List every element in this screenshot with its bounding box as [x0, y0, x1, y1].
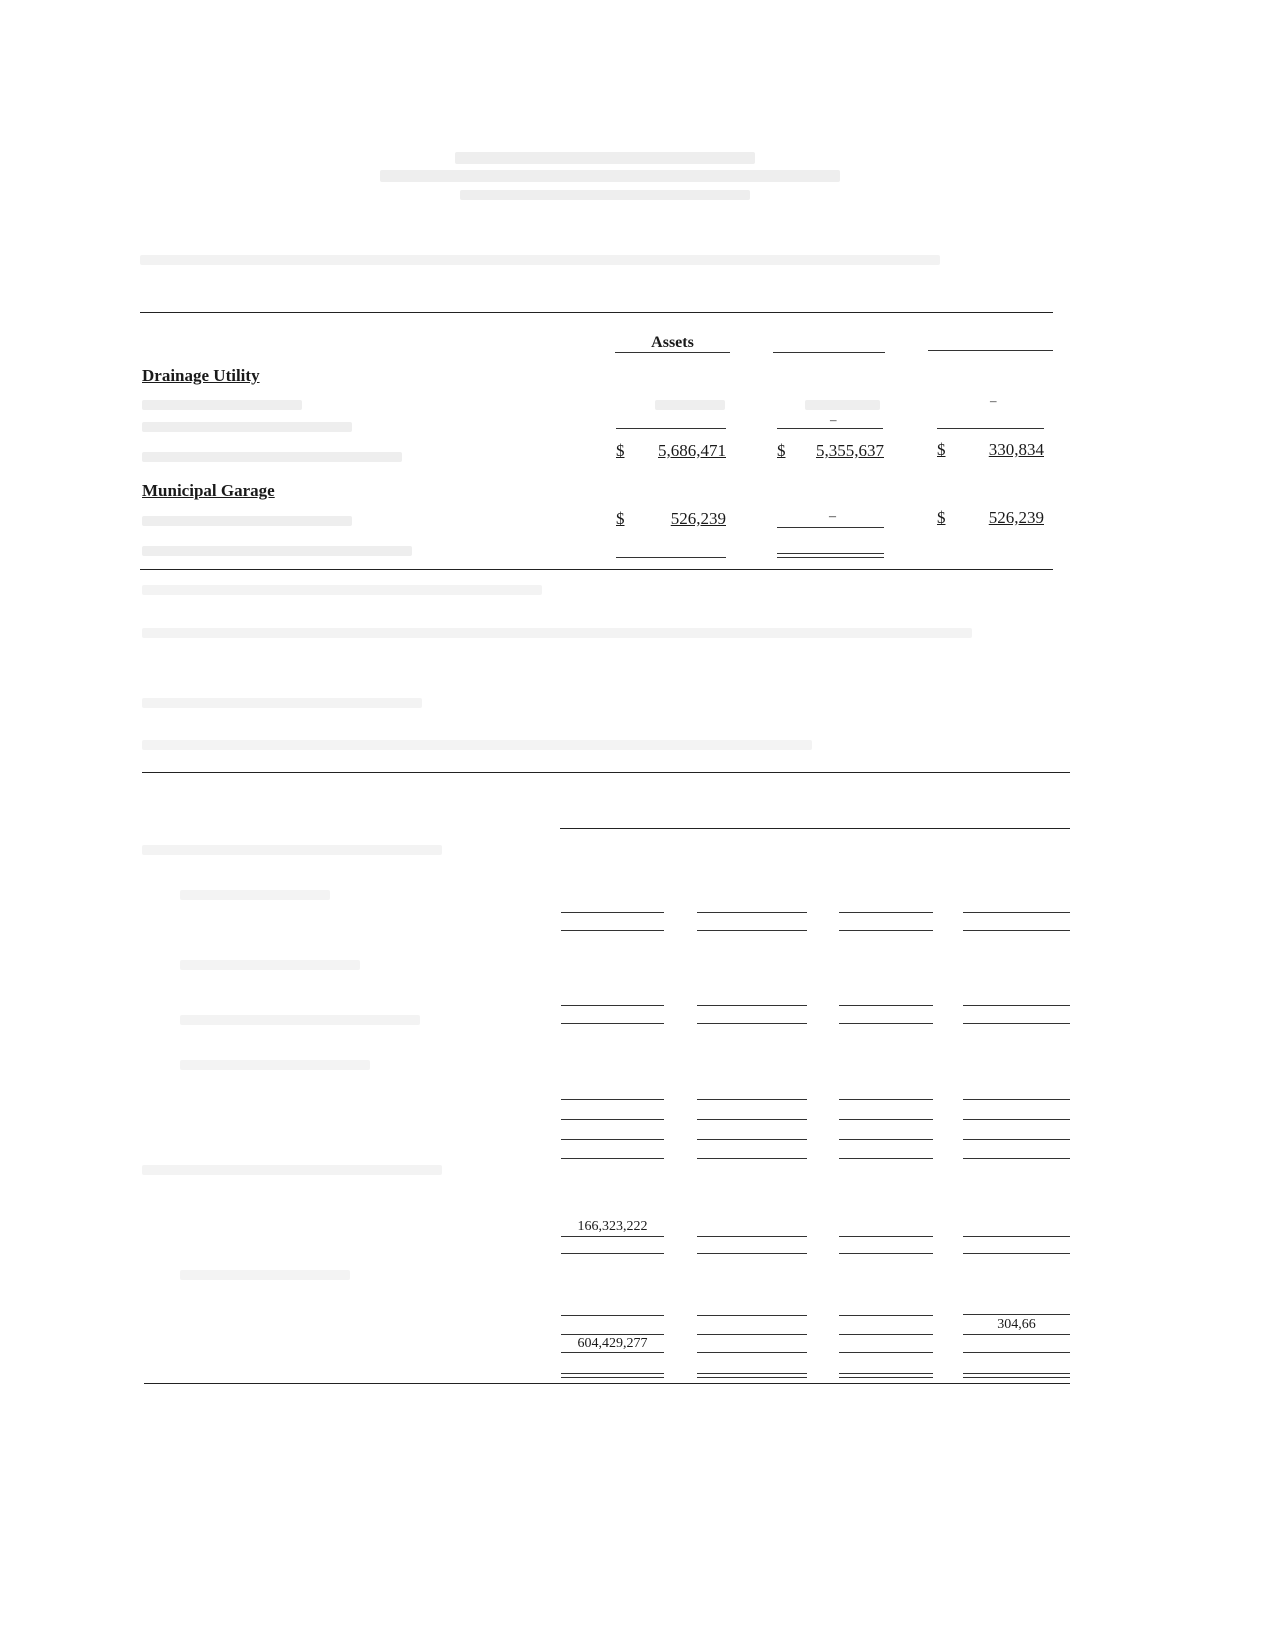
drainage-utility-heading: Drainage Utility [142, 366, 260, 385]
drainage-total-assets [616, 441, 726, 461]
table2-rule [963, 1119, 1070, 1120]
table2-rule [561, 1315, 664, 1316]
table2-total-double-rule [697, 1377, 807, 1378]
drainage-subtotal-rule [777, 428, 883, 429]
table2-rule [697, 1158, 807, 1159]
table2-rule [839, 1023, 933, 1024]
garage-total-rule [616, 557, 726, 558]
table2-value-a: 166,323,222 [577, 1219, 648, 1234]
table2-total-double-rule [561, 1373, 664, 1374]
currency-sign: $ [616, 509, 625, 528]
table2-rule [839, 1099, 933, 1100]
table2-header-rule [560, 828, 1070, 829]
table2-total-double-rule [963, 1377, 1070, 1378]
drainage-subtotal-rule [616, 428, 726, 429]
table2-rule [561, 912, 664, 913]
faded-note-line [142, 740, 812, 750]
faded-row-label [142, 422, 352, 432]
table1-top-rule [140, 312, 1053, 313]
faded-row-label [180, 960, 360, 970]
drainage-subtotal-rule [937, 428, 1044, 429]
table2-total-double-rule [561, 1377, 664, 1378]
table2-rule [697, 1119, 807, 1120]
table2-rule [963, 930, 1070, 931]
table2-rule [963, 1334, 1070, 1335]
table2-rule [561, 1119, 664, 1120]
table1-bottom-rule [140, 569, 1053, 570]
table2-rule [839, 1253, 933, 1254]
table2-rule [963, 1314, 1070, 1315]
drainage-column3-dash: – [990, 393, 997, 408]
table2-rule [839, 1119, 933, 1120]
table2-rule [963, 1158, 1070, 1159]
currency-sign: $ [937, 508, 946, 527]
amount-value: 526,239 [670, 509, 726, 528]
faded-row-label [180, 890, 330, 900]
table2-rule [561, 1236, 664, 1237]
garage-value-assets [616, 509, 726, 529]
assets-header-underline [615, 352, 730, 353]
table2-rule [561, 1158, 664, 1159]
garage-total-double-rule [777, 553, 884, 554]
table2-rule [839, 1158, 933, 1159]
table2-rule [839, 1139, 933, 1140]
faded-note-line [142, 585, 542, 595]
drainage-total-column3 [937, 440, 1044, 460]
faded-title-line-1 [455, 152, 755, 164]
table2-bottom-rule [144, 1383, 1070, 1384]
table2-top-rule [142, 772, 1070, 773]
faded-intro-line [140, 255, 940, 265]
table2-rule [963, 1005, 1070, 1006]
faded-cell [805, 400, 880, 410]
table2-rule [561, 930, 664, 931]
table2-rule [697, 1253, 807, 1254]
table2-rule [839, 1352, 933, 1353]
table2-total-double-rule [839, 1377, 933, 1378]
column2-header-underline [773, 352, 885, 353]
column3-header-underline [928, 350, 1053, 351]
table2-rule [561, 1005, 664, 1006]
currency-sign: $ [937, 440, 946, 459]
table2-rule [963, 1023, 1070, 1024]
table2-rule [697, 1236, 807, 1237]
table2-rule [697, 1023, 807, 1024]
table2-rule [561, 1023, 664, 1024]
municipal-garage-heading: Municipal Garage [142, 481, 275, 500]
table2-rule [963, 1139, 1070, 1140]
garage-value-column3 [937, 508, 1044, 528]
garage-value-column2 [777, 509, 884, 528]
faded-note-heading [142, 698, 422, 708]
amount-value: 526,239 [988, 508, 1044, 527]
drainage-column2-dash: – [830, 412, 837, 427]
faded-row-label [142, 1165, 442, 1175]
table2-rule [561, 1334, 664, 1335]
table2-rule [697, 1315, 807, 1316]
table2-rule [697, 1352, 807, 1353]
table2-total-double-rule [963, 1373, 1070, 1374]
currency-sign: $ [777, 441, 786, 460]
faded-row-label [142, 400, 302, 410]
table2-value-b: 604,429,277 [577, 1336, 648, 1351]
faded-row-label [180, 1015, 420, 1025]
table2-value-c: 304,66 [997, 1317, 1036, 1332]
table2-rule [839, 930, 933, 931]
table2-rule [697, 1139, 807, 1140]
amount-value: – [829, 509, 836, 524]
table2-rule [839, 1315, 933, 1316]
faded-row-label [180, 1270, 350, 1280]
table2-total-double-rule [839, 1373, 933, 1374]
amount-value: 5,355,637 [816, 441, 884, 460]
table2-total-double-rule [697, 1373, 807, 1374]
faded-row-label [142, 845, 442, 855]
faded-row-label [142, 452, 402, 462]
faded-cell [655, 400, 725, 410]
amount-value: 5,686,471 [658, 441, 726, 460]
table2-rule [561, 1352, 664, 1353]
table2-rule [697, 930, 807, 931]
table2-rule [839, 1334, 933, 1335]
table2-rule [839, 1005, 933, 1006]
drainage-total-column2 [777, 441, 884, 461]
faded-row-label [142, 516, 352, 526]
table2-rule [697, 1005, 807, 1006]
garage-total-double-rule [777, 557, 884, 558]
faded-title-line-2 [380, 170, 840, 182]
amount-value: 330,834 [988, 440, 1044, 459]
table2-rule [697, 1099, 807, 1100]
table2-rule [839, 912, 933, 913]
table2-rule [963, 1099, 1070, 1100]
table2-rule [697, 1334, 807, 1335]
table2-rule [839, 1236, 933, 1237]
faded-title-line-3 [460, 190, 750, 200]
table2-rule [561, 1253, 664, 1254]
table2-rule [697, 912, 807, 913]
faded-row-label [180, 1060, 370, 1070]
faded-note-line [142, 628, 972, 638]
faded-row-label [142, 546, 412, 556]
table2-rule [963, 1236, 1070, 1237]
table2-rule [963, 1352, 1070, 1353]
currency-sign: $ [616, 441, 625, 460]
table2-rule [963, 1253, 1070, 1254]
table2-rule [963, 912, 1070, 913]
table2-rule [561, 1139, 664, 1140]
table2-rule [561, 1099, 664, 1100]
assets-column-header: Assets [651, 334, 694, 351]
